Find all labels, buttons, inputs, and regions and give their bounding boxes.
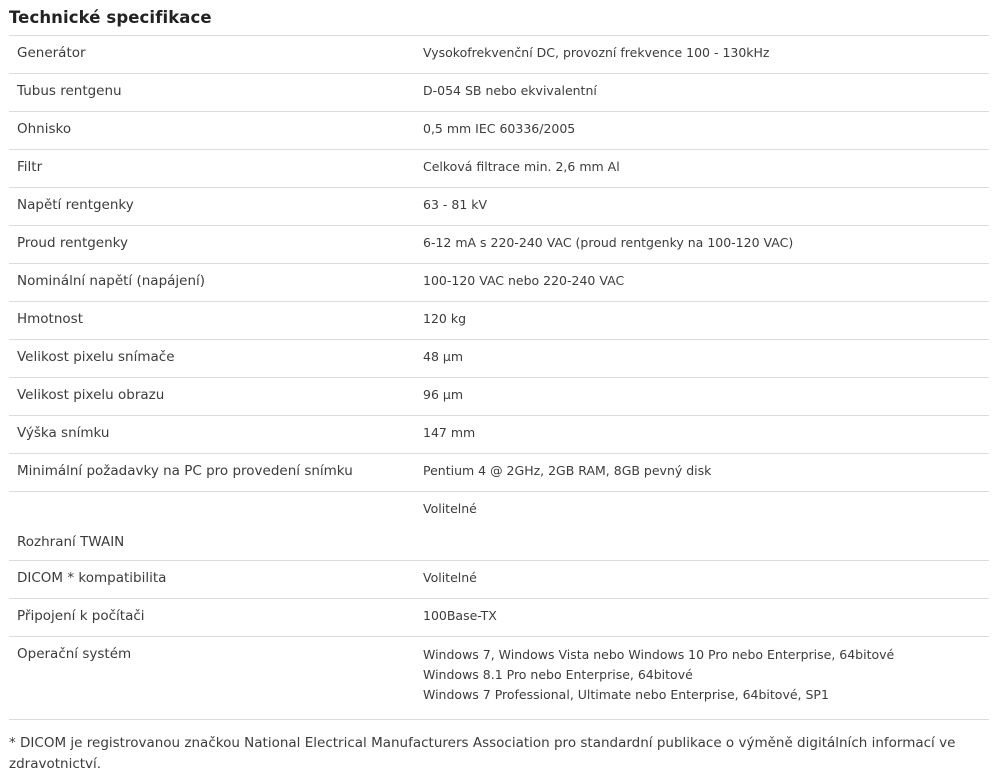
spec-table xyxy=(9,35,989,720)
row-label: Velikost pixelu snímače xyxy=(17,349,175,365)
os-line: Windows 7 Professional, Ultimate nebo Enterprise, 64bitové, SP1 xyxy=(423,687,829,702)
row-value: 100Base-TX xyxy=(423,608,497,623)
row-value: 120 kg xyxy=(423,311,467,326)
row-label: DICOM * kompatibilita xyxy=(17,570,167,586)
row-label: Proud rentgenky xyxy=(17,235,128,251)
row-value-multiline xyxy=(423,645,894,705)
row-label: Připojení k počítači xyxy=(17,608,145,624)
row-label: Velikost pixelu obrazu xyxy=(17,387,165,403)
table-row xyxy=(9,599,989,637)
table-row xyxy=(9,492,989,561)
row-label: Operační systém xyxy=(17,646,132,662)
table-row xyxy=(9,378,989,416)
row-label: Napětí rentgenky xyxy=(17,197,134,213)
row-label: Výška snímku xyxy=(17,425,110,441)
row-value: Celková filtrace min. 2,6 mm Al xyxy=(423,159,620,174)
row-value: 96 µm xyxy=(423,387,464,402)
table-row xyxy=(9,36,989,74)
row-value: Vysokofrekvenční DC, provozní frekvence 100 - 130kHz xyxy=(423,45,770,60)
row-value: 48 µm xyxy=(423,349,464,364)
row-label: Rozhraní TWAIN xyxy=(17,534,125,550)
row-label: Minimální požadavky na PC pro provedení snímku xyxy=(17,463,353,479)
row-label: Tubus rentgenu xyxy=(17,83,122,99)
row-value: 100-120 VAC nebo 220-240 VAC xyxy=(423,273,625,288)
table-row xyxy=(9,188,989,226)
row-value: 0,5 mm IEC 60336/2005 xyxy=(423,121,576,136)
row-value: 147 mm xyxy=(423,425,476,440)
table-row xyxy=(9,264,989,302)
table-row xyxy=(9,416,989,454)
row-label: Hmotnost xyxy=(17,311,83,327)
table-row xyxy=(9,112,989,150)
os-line: Windows 8.1 Pro nebo Enterprise, 64bitové xyxy=(423,667,693,682)
row-label: Nominální napětí (napájení) xyxy=(17,273,206,289)
row-value: 6-12 mA s 220-240 VAC (proud rentgenky na 100-120 VAC) xyxy=(423,235,794,250)
page-title: Technické specifikace xyxy=(9,8,212,27)
table-row xyxy=(9,150,989,188)
table-row xyxy=(9,454,989,492)
table-row xyxy=(9,561,989,599)
row-label: Ohnisko xyxy=(17,121,72,137)
row-value: D-054 SB nebo ekvivalentní xyxy=(423,83,597,98)
row-value: Volitelné xyxy=(423,501,477,516)
row-value: 63 - 81 kV xyxy=(423,197,488,212)
row-label: Filtr xyxy=(17,159,43,175)
row-value: Volitelné xyxy=(423,570,477,585)
table-row xyxy=(9,340,989,378)
table-row xyxy=(9,74,989,112)
row-label: Generátor xyxy=(17,45,86,61)
os-line: Windows 7, Windows Vista nebo Windows 10 Pro nebo Enterprise, 64bitové xyxy=(423,647,895,662)
table-row xyxy=(9,226,989,264)
row-value: Pentium 4 @ 2GHz, 2GB RAM, 8GB pevný disk xyxy=(423,463,712,478)
table-row xyxy=(9,637,989,720)
table-row xyxy=(9,302,989,340)
footnote: * DICOM je registrovanou značkou National Electrical Manufacturers Association pro standardní publikace o výměně digitálních informací ve zdravotnictví. xyxy=(9,735,956,772)
